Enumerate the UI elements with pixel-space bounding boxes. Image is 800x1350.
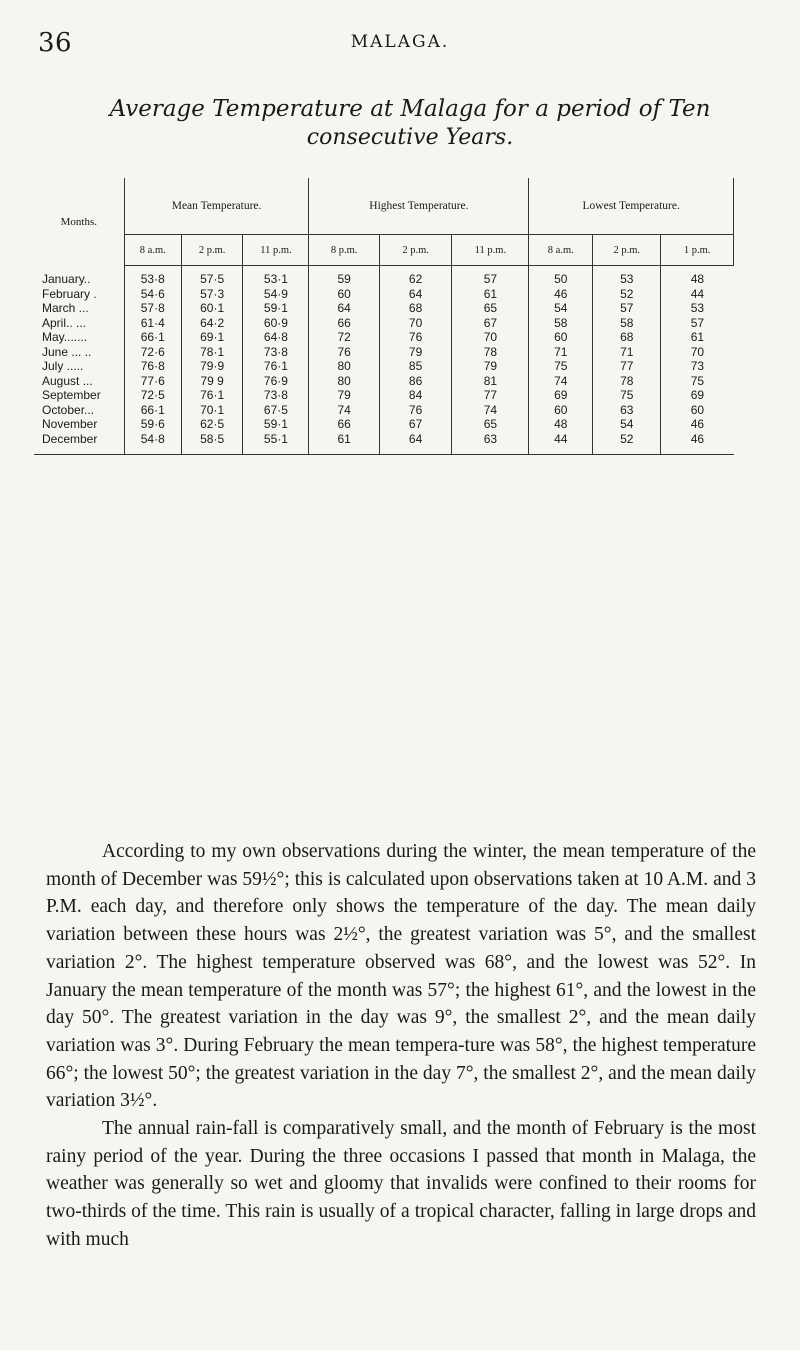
value-cell: 78·1 xyxy=(181,345,243,360)
value-cell: 54 xyxy=(593,417,661,432)
temperature-table xyxy=(34,178,734,455)
table-row xyxy=(34,301,734,316)
subheader: 2 p.m. xyxy=(181,235,243,266)
value-cell: 67·5 xyxy=(243,403,309,418)
value-cell: 46 xyxy=(529,287,593,302)
value-cell: 65 xyxy=(452,301,529,316)
month-cell: April.. ... xyxy=(34,316,124,331)
paragraph: The annual rain-fall is comparatively small, and the month of February is the most rainy period of the year. During the three occasions I passed that month in Malaga, the weather was generally so wet and gloomy that invalids were confined to their rooms for two-thirds of the time. This rain is usually of a tropical character, falling in large drops and with much xyxy=(46,1118,756,1250)
value-cell: 79·9 xyxy=(181,359,243,374)
month-cell: November xyxy=(34,417,124,432)
value-cell: 62 xyxy=(379,272,452,287)
subheader: 1 p.m. xyxy=(661,235,734,266)
value-cell: 48 xyxy=(690,272,705,286)
value-cell: 76 xyxy=(379,403,452,418)
page-number: 36 xyxy=(38,28,73,58)
value-cell: 61·4 xyxy=(124,316,181,331)
value-cell: 85 xyxy=(379,359,452,374)
value-cell: 72·6 xyxy=(124,345,181,360)
table-row xyxy=(34,417,734,432)
value-cell: 67 xyxy=(379,417,452,432)
table-row xyxy=(34,287,734,302)
value-cell: 50 xyxy=(529,272,593,287)
value-cell: 46 xyxy=(690,417,705,431)
table-row xyxy=(34,374,734,389)
table-row xyxy=(34,330,734,345)
value-cell: 59·6 xyxy=(124,417,181,432)
group-header-mean: Mean Temperature. xyxy=(124,178,309,235)
value-cell: 64 xyxy=(309,301,379,316)
value-cell: 48 xyxy=(529,417,593,432)
table-row xyxy=(34,432,734,447)
value-cell: 65 xyxy=(452,417,529,432)
value-cell: 68 xyxy=(593,330,661,345)
value-cell: 54·6 xyxy=(124,287,181,302)
value-cell: 57 xyxy=(690,315,705,330)
value-cell: 59·1 xyxy=(243,417,309,432)
value-cell: 53·1 xyxy=(243,272,309,287)
table-row xyxy=(34,359,734,374)
value-cell: 73·8 xyxy=(243,345,309,360)
value-cell: 79 xyxy=(309,388,379,403)
value-cell: 61 xyxy=(309,432,379,447)
month-cell: October... xyxy=(34,403,124,418)
month-cell: June ... .. xyxy=(34,345,124,360)
value-cell: 67 xyxy=(452,316,529,331)
value-cell: 64 xyxy=(379,287,452,302)
subheader: 8 a.m. xyxy=(124,235,181,266)
value-cell: 78 xyxy=(452,345,529,360)
value-cell: 54·8 xyxy=(124,432,181,447)
value-cell: 81 xyxy=(452,374,529,389)
value-cell: 70 xyxy=(452,330,529,345)
value-cell: 76·9 xyxy=(243,374,309,389)
subheader: 2 p.m. xyxy=(379,235,452,266)
value-cell: 66 xyxy=(309,417,379,432)
value-cell: 57·8 xyxy=(124,301,181,316)
value-cell: 84 xyxy=(379,388,452,403)
value-cell: 77 xyxy=(452,388,529,403)
value-cell: 69·1 xyxy=(181,330,243,345)
months-header: Months. xyxy=(34,178,124,266)
value-cell: 60 xyxy=(529,403,593,418)
value-cell: 75 xyxy=(529,359,593,374)
month-cell: September xyxy=(34,388,124,403)
table-row xyxy=(34,403,734,418)
value-cell: 76·1 xyxy=(181,388,243,403)
value-cell: 80 xyxy=(309,359,379,374)
subheader: 2 p.m. xyxy=(593,235,661,266)
value-cell: 77·6 xyxy=(124,374,181,389)
value-cell: 76·1 xyxy=(243,359,309,374)
title-line-1: Average Temperature at Malaga for a period of Ten xyxy=(109,96,711,122)
table-title xyxy=(60,95,760,151)
value-cell: 44 xyxy=(529,432,593,447)
value-cell: 60·9 xyxy=(243,316,309,331)
value-cell: 86 xyxy=(379,374,452,389)
title-line-2: consecutive Years. xyxy=(306,124,514,150)
value-cell: 60 xyxy=(309,287,379,302)
month-cell: July ..... xyxy=(34,359,124,374)
value-cell: 63 xyxy=(593,403,661,418)
value-cell: 79 xyxy=(379,345,452,360)
value-cell: 69 xyxy=(690,388,705,402)
value-cell: 60 xyxy=(690,402,705,417)
value-cell: 76·8 xyxy=(124,359,181,374)
value-cell: 73 xyxy=(690,359,705,373)
value-cell: 70 xyxy=(690,344,705,359)
value-cell: 58 xyxy=(593,316,661,331)
month-cell: August ... xyxy=(34,374,124,389)
paragraph: According to my own observations during the winter, the mean temperature of the month of December was 59½°; this is calculated upon observations taken at 10 A.M. and 3 P.M. each day, and therefore only shows the temperature of the day. The mean daily variation between these hours was 2½°, the greatest variation was 5°, and the smallest variation 2°. The highest temperature observed was 68°, and the lowest was 52°. In January the mean temperature of the month was 57°; the highest 61°, and the lowest in the day 50°. The greatest variation in the day was 9°, the smallest 2°, and the mean daily variation was 3°. During February the mean tempera-ture was 58°, the highest temperature 66°; the lowest 50°; the greatest variation in the day 7°, the smallest 2°, and the mean daily variation 3½°. xyxy=(46,841,756,1112)
value-cell: 74 xyxy=(529,374,593,389)
value-cell: 64·8 xyxy=(243,330,309,345)
value-cell: 58 xyxy=(529,316,593,331)
value-cell: 54·9 xyxy=(243,287,309,302)
value-cell: 66·1 xyxy=(124,403,181,418)
table-row xyxy=(34,345,734,360)
month-cell: May....... xyxy=(34,330,124,345)
value-cell: 58·5 xyxy=(181,432,243,447)
value-cell: 66·1 xyxy=(124,330,181,345)
value-cell: 61 xyxy=(452,287,529,302)
value-cell: 72·5 xyxy=(124,388,181,403)
value-cell: 63 xyxy=(452,432,529,447)
value-cell: 52 xyxy=(593,432,661,447)
value-cell: 74 xyxy=(452,403,529,418)
value-cell: 76 xyxy=(309,345,379,360)
subheader: 8 p.m. xyxy=(309,235,379,266)
value-cell: 76 xyxy=(379,330,452,345)
value-cell: 80 xyxy=(309,374,379,389)
month-cell: March ... xyxy=(34,301,124,316)
table-row xyxy=(34,272,734,287)
value-cell: 78 xyxy=(593,374,661,389)
value-cell: 53 xyxy=(690,301,705,315)
subheader: 11 p.m. xyxy=(243,235,309,266)
value-cell: 68 xyxy=(379,301,452,316)
table-row xyxy=(34,316,734,331)
value-cell: 64·2 xyxy=(181,316,243,331)
value-cell: 79 9 xyxy=(181,374,243,389)
body-text xyxy=(46,838,756,1254)
value-cell: 70 xyxy=(379,316,452,331)
running-head: MALAGA. xyxy=(350,32,450,52)
table-body xyxy=(34,266,734,455)
value-cell: 69 xyxy=(529,388,593,403)
value-cell: 59·1 xyxy=(243,301,309,316)
value-cell: 77 xyxy=(593,359,661,374)
value-cell: 57 xyxy=(452,272,529,287)
value-cell: 53·8 xyxy=(124,272,181,287)
value-cell: 60·1 xyxy=(181,301,243,316)
month-cell: February . xyxy=(34,287,124,302)
value-cell: 73·8 xyxy=(243,388,309,403)
value-cell: 46 xyxy=(690,431,705,446)
value-cell: 57·3 xyxy=(181,287,243,302)
value-cell: 57·5 xyxy=(181,272,243,287)
value-cell: 79 xyxy=(452,359,529,374)
value-cell: 52 xyxy=(593,287,661,302)
value-cell: 75 xyxy=(690,373,705,388)
value-cell: 55·1 xyxy=(243,432,309,447)
value-cell: 72 xyxy=(309,330,379,345)
value-cell: 64 xyxy=(379,432,452,447)
value-cell: 59 xyxy=(309,272,379,287)
value-cell: 53 xyxy=(593,272,661,287)
subheader: 8 a.m. xyxy=(529,235,593,266)
value-cell: 70·1 xyxy=(181,403,243,418)
value-cell: 57 xyxy=(593,301,661,316)
value-cell: 61 xyxy=(690,330,705,344)
group-header-lowest: Lowest Temperature. xyxy=(529,178,734,235)
value-cell: 75 xyxy=(593,388,661,403)
value-cell: 44 xyxy=(690,286,705,301)
group-header-highest: Highest Temperature. xyxy=(309,178,529,235)
month-cell: December xyxy=(34,432,124,447)
value-cell: 54 xyxy=(529,301,593,316)
month-cell: January.. xyxy=(34,272,124,287)
table-row xyxy=(34,388,734,403)
value-cell: 66 xyxy=(309,316,379,331)
subheader: 11 p.m. xyxy=(452,235,529,266)
value-cell: 74 xyxy=(309,403,379,418)
value-cell: 62·5 xyxy=(181,417,243,432)
value-cell: 60 xyxy=(529,330,593,345)
value-cell: 71 xyxy=(593,345,661,360)
value-cell: 71 xyxy=(529,345,593,360)
